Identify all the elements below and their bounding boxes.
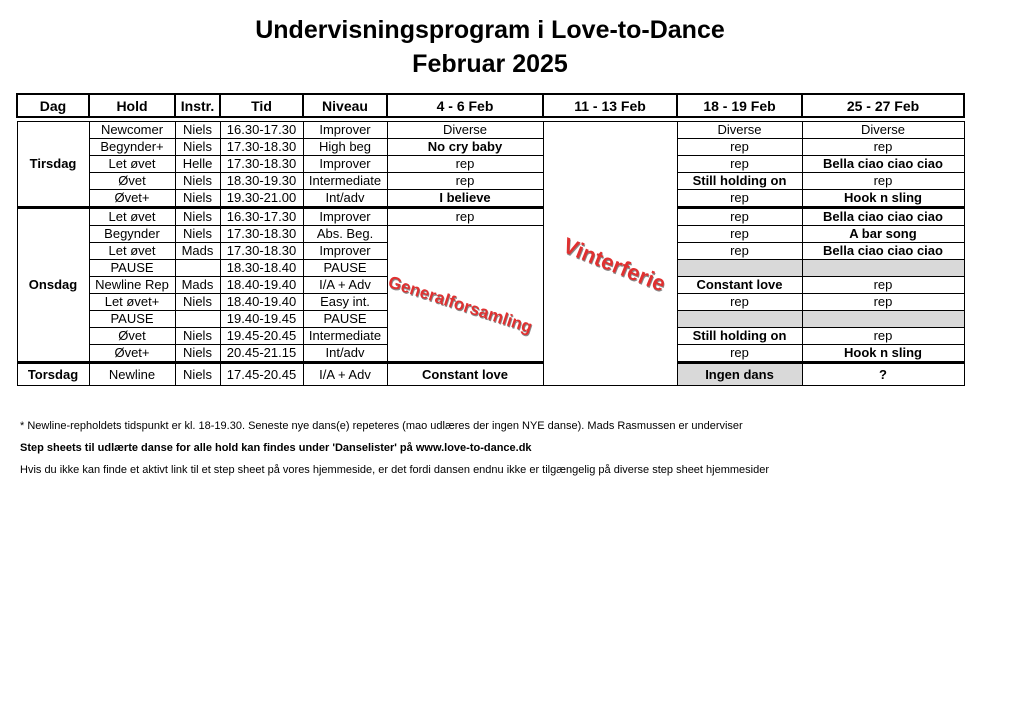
instr-cell: Niels <box>175 226 220 243</box>
week1-cell: Diverse <box>387 122 543 139</box>
niveau-cell: Intermediate <box>303 328 387 345</box>
hold-cell: Øvet <box>89 173 175 190</box>
hold-cell: Let øvet <box>89 243 175 260</box>
instr-cell: Niels <box>175 328 220 345</box>
week3-cell: rep <box>677 156 802 173</box>
hold-cell: PAUSE <box>89 311 175 328</box>
week4-cell: Bella ciao ciao ciao <box>802 243 964 260</box>
week4-cell: Bella ciao ciao ciao <box>802 156 964 173</box>
week3-cell: rep <box>677 294 802 311</box>
hold-cell: Let øvet <box>89 208 175 226</box>
week4-cell <box>802 311 964 328</box>
tid-cell: 17.30-18.30 <box>220 139 303 156</box>
niveau-cell: Improver <box>303 208 387 226</box>
table-row <box>17 208 964 226</box>
tid-cell: 18.30-18.40 <box>220 260 303 277</box>
hold-cell: Newline Rep <box>89 277 175 294</box>
week1-cell: I believe <box>387 190 543 208</box>
hold-cell: Newline <box>89 363 175 386</box>
header-row <box>17 94 964 117</box>
day-onsdag: Onsdag <box>17 208 89 363</box>
hold-cell: Let øvet+ <box>89 294 175 311</box>
instr-cell <box>175 260 220 277</box>
instr-cell: Niels <box>175 294 220 311</box>
week3-cell: rep <box>677 226 802 243</box>
niveau-cell: Int/adv <box>303 190 387 208</box>
tid-cell: 16.30-17.30 <box>220 208 303 226</box>
niveau-cell: Improver <box>303 156 387 173</box>
hold-cell: Let øvet <box>89 156 175 173</box>
vinterferie-label: Vinterferie <box>559 232 670 297</box>
week4-cell: Bella ciao ciao ciao <box>802 208 964 226</box>
tid-cell: 18.30-19.30 <box>220 173 303 190</box>
tid-cell: 18.40-19.40 <box>220 294 303 311</box>
week3-cell <box>677 311 802 328</box>
instr-cell: Niels <box>175 122 220 139</box>
niveau-cell: Abs. Beg. <box>303 226 387 243</box>
header-week4: 25 - 27 Feb <box>802 94 964 117</box>
table-row <box>17 173 964 190</box>
day-torsdag: Torsdag <box>17 363 89 386</box>
table-row <box>17 139 964 156</box>
page-title: Undervisningsprogram i Love-to-Dance <box>255 16 725 44</box>
hold-cell: Begynder <box>89 226 175 243</box>
hold-cell: PAUSE <box>89 260 175 277</box>
week4-cell: rep <box>802 328 964 345</box>
table-row <box>17 122 964 139</box>
week3-cell: Still holding on <box>677 328 802 345</box>
niveau-cell: Int/adv <box>303 345 387 363</box>
instr-cell: Niels <box>175 208 220 226</box>
instr-cell <box>175 311 220 328</box>
tid-cell: 17.30-18.30 <box>220 156 303 173</box>
hold-cell: Øvet+ <box>89 345 175 363</box>
tid-cell: 16.30-17.30 <box>220 122 303 139</box>
week3-cell: rep <box>677 139 802 156</box>
instr-cell: Niels <box>175 190 220 208</box>
niveau-cell: I/A + Adv <box>303 363 387 386</box>
header-week3: 18 - 19 Feb <box>677 94 802 117</box>
week3-cell: rep <box>677 208 802 226</box>
week3-cell: rep <box>677 345 802 363</box>
day-tirsdag: Tirsdag <box>17 122 89 208</box>
niveau-cell: High beg <box>303 139 387 156</box>
niveau-cell: Improver <box>303 122 387 139</box>
table-row <box>17 363 964 386</box>
tid-cell: 19.45-20.45 <box>220 328 303 345</box>
note-links: Hvis du ikke kan finde et aktivt link til et step sheet på vores hjemmeside, er det fordi dansen endnu ikke er tilgængelig på diverse step sheet hjemmesider <box>20 464 770 476</box>
week4-cell: rep <box>802 139 964 156</box>
generalforsamling-label: Generalforsamling <box>385 272 535 337</box>
header-tid: Tid <box>220 94 303 117</box>
niveau-cell: PAUSE <box>303 311 387 328</box>
week4-cell: A bar song <box>802 226 964 243</box>
week4-cell: ? <box>802 363 964 386</box>
tid-cell: 20.45-21.15 <box>220 345 303 363</box>
hold-cell: Newcomer <box>89 122 175 139</box>
week3-cell: Constant love <box>677 277 802 294</box>
tid-cell: 18.40-19.40 <box>220 277 303 294</box>
week3-cell: Diverse <box>677 122 802 139</box>
table-row <box>17 190 964 208</box>
instr-cell: Niels <box>175 363 220 386</box>
instr-cell: Mads <box>175 277 220 294</box>
week3-cell: Still holding on <box>677 173 802 190</box>
week4-cell: rep <box>802 277 964 294</box>
header-instr: Instr. <box>175 94 220 117</box>
week1-cell: Constant love <box>387 363 543 386</box>
instr-cell: Niels <box>175 173 220 190</box>
instr-cell: Mads <box>175 243 220 260</box>
schedule-table <box>16 93 965 386</box>
week4-cell: rep <box>802 294 964 311</box>
tid-cell: 19.40-19.45 <box>220 311 303 328</box>
niveau-cell: Improver <box>303 243 387 260</box>
niveau-cell: I/A + Adv <box>303 277 387 294</box>
week4-cell: rep <box>802 173 964 190</box>
week1-cell: rep <box>387 156 543 173</box>
week4-cell: Hook n sling <box>802 190 964 208</box>
table-row <box>17 226 964 243</box>
week1-cell: rep <box>387 208 543 226</box>
week4-cell <box>802 260 964 277</box>
week4-cell: Hook n sling <box>802 345 964 363</box>
tid-cell: 17.30-18.30 <box>220 226 303 243</box>
header-week1: 4 - 6 Feb <box>387 94 543 117</box>
hold-cell: Begynder+ <box>89 139 175 156</box>
week3-cell: rep <box>677 190 802 208</box>
week3-cell <box>677 260 802 277</box>
niveau-cell: Intermediate <box>303 173 387 190</box>
hold-cell: Øvet+ <box>89 190 175 208</box>
instr-cell: Helle <box>175 156 220 173</box>
header-dag: Dag <box>17 94 89 117</box>
niveau-cell: PAUSE <box>303 260 387 277</box>
tid-cell: 17.30-18.30 <box>220 243 303 260</box>
week3-cell: rep <box>677 243 802 260</box>
week4-cell: Diverse <box>802 122 964 139</box>
header-week2: 11 - 13 Feb <box>543 94 677 117</box>
week1-cell: No cry baby <box>387 139 543 156</box>
table-row <box>17 156 964 173</box>
hold-cell: Øvet <box>89 328 175 345</box>
week1-cell: rep <box>387 173 543 190</box>
header-hold: Hold <box>89 94 175 117</box>
instr-cell: Niels <box>175 139 220 156</box>
note-step-sheets: Step sheets til udlærte danse for alle hold kan findes under 'Danselister' på www.love-to-dance.dk <box>20 442 532 454</box>
header-niveau: Niveau <box>303 94 387 117</box>
tid-cell: 17.45-20.45 <box>220 363 303 386</box>
tid-cell: 19.30-21.00 <box>220 190 303 208</box>
niveau-cell: Easy int. <box>303 294 387 311</box>
note-newline: * Newline-repholdets tidspunkt er kl. 18-19.30. Seneste nye dans(e) repeteres (mao udlæres der ingen NYE danse). Mads Rasmussen er underviser <box>20 420 743 432</box>
week3-cell: Ingen dans <box>677 363 802 386</box>
page-subtitle: Februar 2025 <box>412 50 568 78</box>
instr-cell: Niels <box>175 345 220 363</box>
